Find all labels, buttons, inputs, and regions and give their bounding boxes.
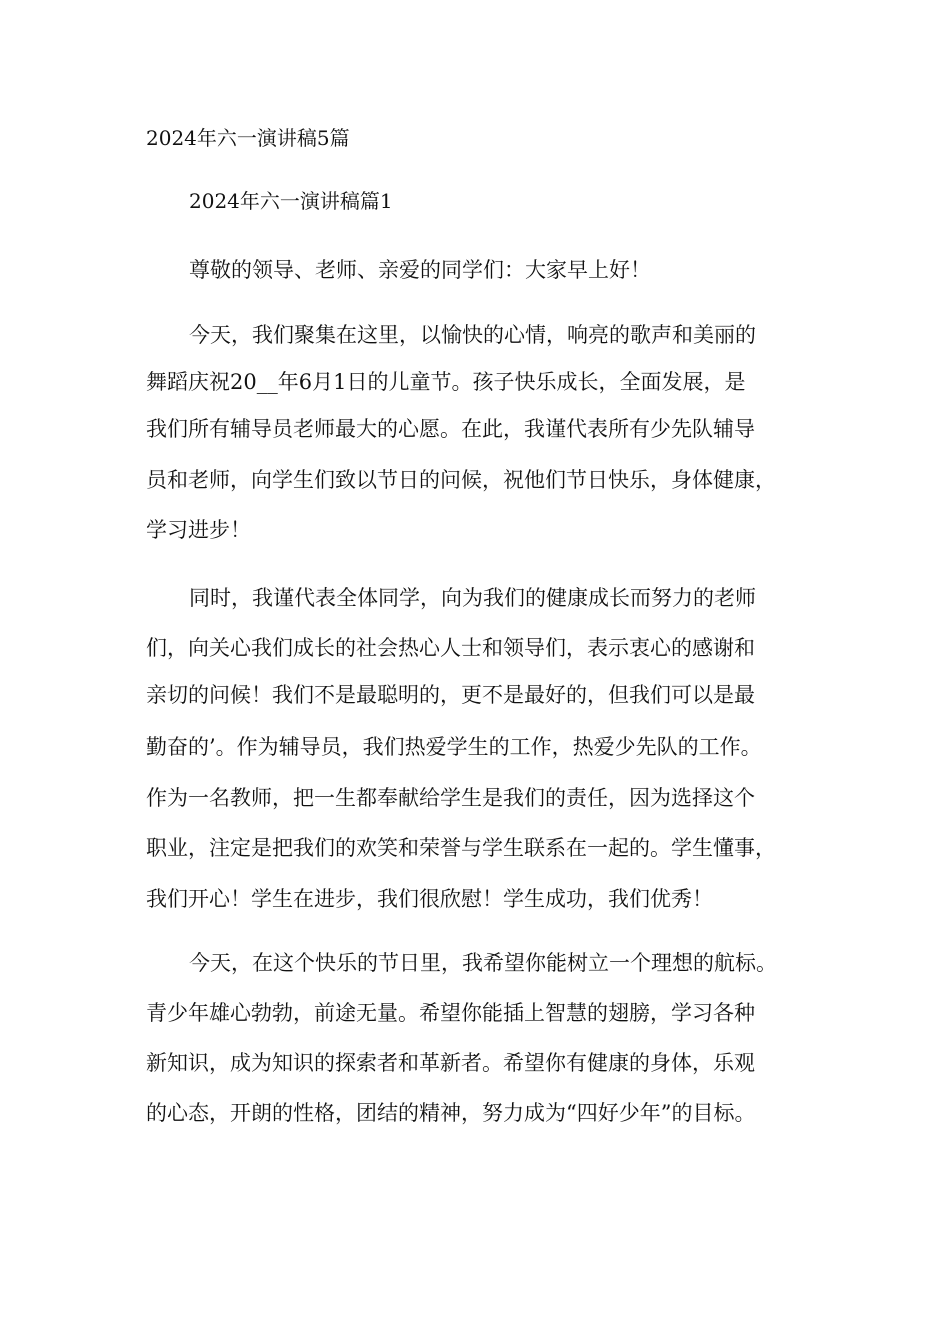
paragraph-3-line-2: 青少年雄心勃勃，前途无量。希望你能插上智慧的翅膀，学习各种 (146, 1001, 755, 1025)
greeting-line: 尊敬的领导、老师、亲爱的同学们：大家早上好！ (189, 258, 651, 282)
paragraph-2-line-1: 同时，我谨代表全体同学，向为我们的健康成长而努力的老师 (189, 586, 756, 610)
paragraph-2-line-5: 作为一名教师，把一生都奉献给学生是我们的责任，因为选择这个 (146, 786, 755, 810)
paragraph-2-line-3: 亲切的问候！我们不是最聪明的，更不是最好的，但我们可以是最 (146, 683, 755, 707)
paragraph-1-line-4: 员和老师，向学生们致以节日的问候，祝他们节日快乐，身体健康， (146, 468, 776, 492)
section-title: 2024年六一演讲稿篇1 (189, 189, 393, 213)
paragraph-2-line-6: 职业，注定是把我们的欢笑和荣誉与学生联系在一起的。学生懂事， (146, 836, 776, 860)
paragraph-3-line-1: 今天，在这个快乐的节日里，我希望你能树立一个理想的航标。 (189, 951, 777, 975)
paragraph-1-line-2: 舞蹈庆祝20__年6月1日的儿童节。孩子快乐成长，全面发展，是 (146, 370, 746, 394)
paragraph-2-line-7: 我们开心！学生在进步，我们很欣慰！学生成功，我们优秀！ (146, 887, 713, 911)
document-title: 2024年六一演讲稿5篇 (146, 126, 350, 150)
paragraph-3-line-3: 新知识，成为知识的探索者和革新者。希望你有健康的身体，乐观 (146, 1051, 755, 1075)
paragraph-2-line-2: 们，向关心我们成长的社会热心人士和领导们，表示衷心的感谢和 (146, 636, 755, 660)
paragraph-2-line-4: 勤奋的’。作为辅导员，我们热爱学生的工作，热爱少先队的工作。 (146, 735, 762, 759)
paragraph-1-line-1: 今天，我们聚集在这里，以愉快的心情，响亮的歌声和美丽的 (189, 323, 756, 347)
paragraph-1-line-3: 我们所有辅导员老师最大的心愿。在此，我谨代表所有少先队辅导 (146, 417, 755, 441)
paragraph-1-line-5: 学习进步！ (146, 518, 251, 542)
paragraph-3-line-4: 的心态，开朗的性格，团结的精神，努力成为“四好少年”的目标。 (146, 1101, 756, 1125)
